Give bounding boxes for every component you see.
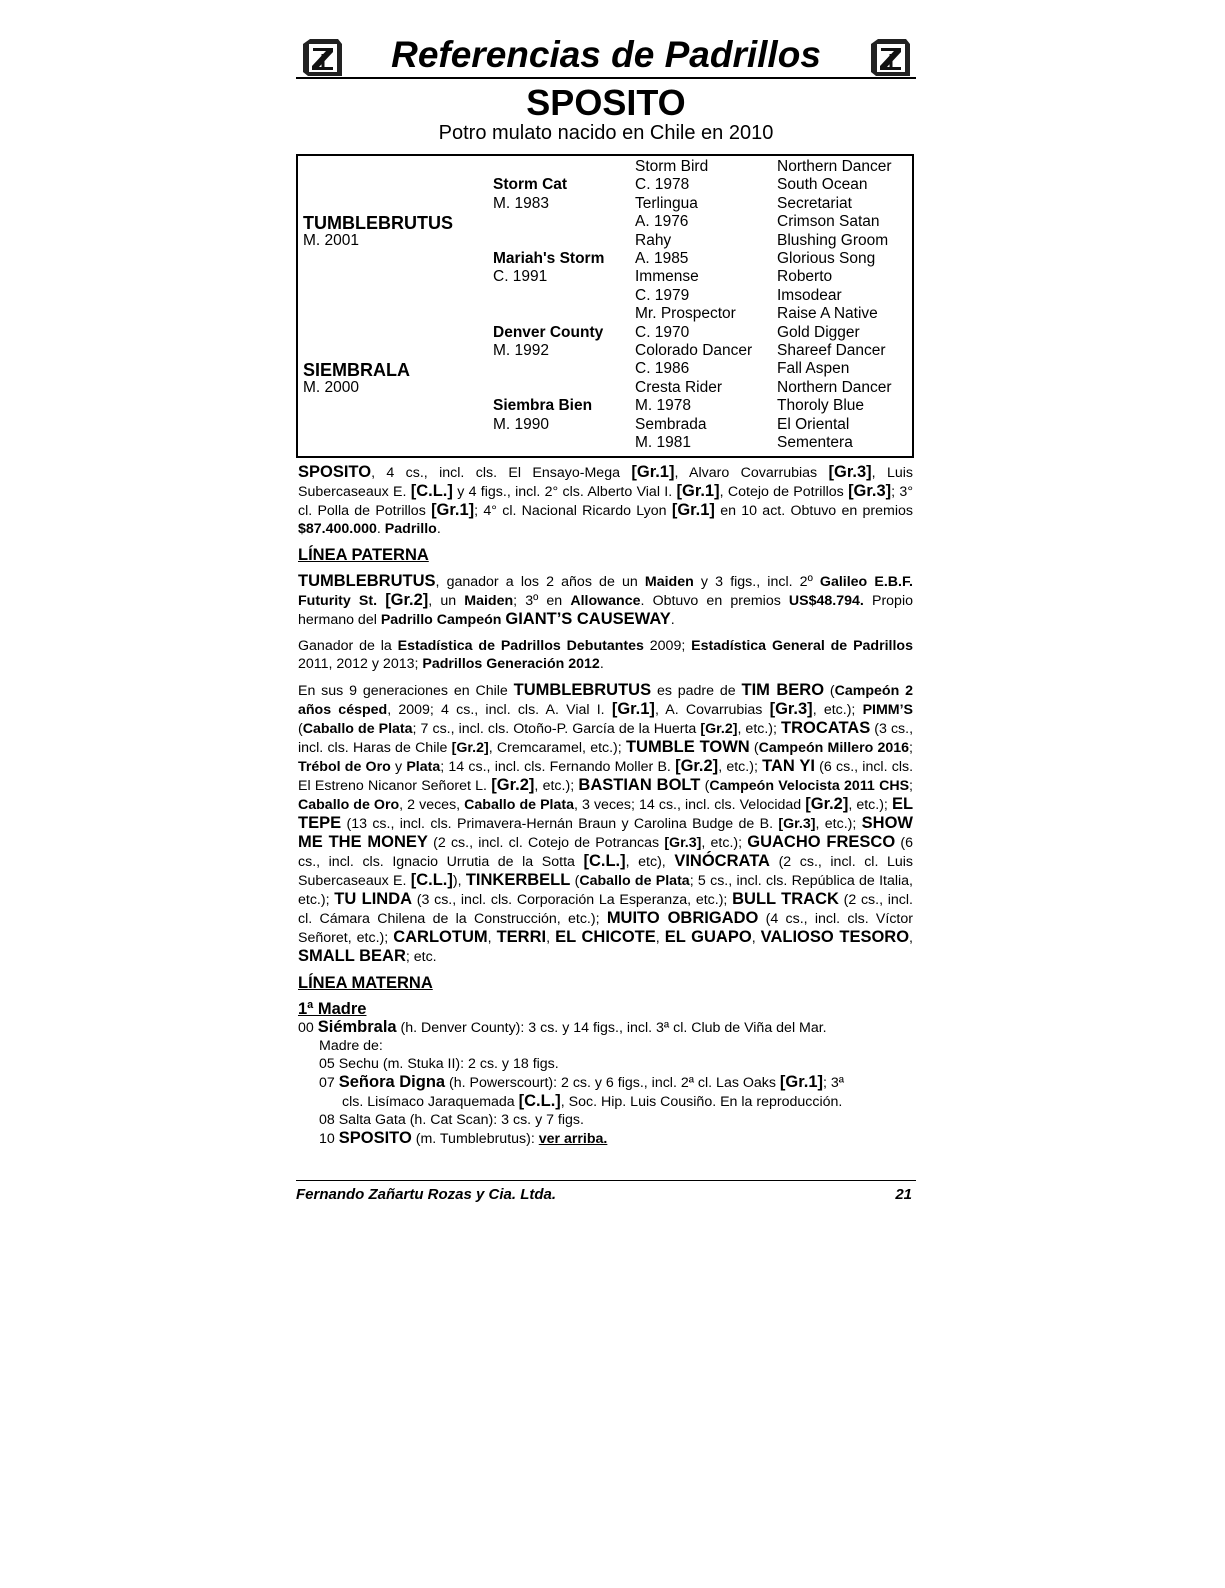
section-linea-paterna: LÍNEA PATERNA: [298, 546, 429, 564]
great-grandparent-cell: Roberto: [777, 268, 833, 286]
grandsire-cell: M. 1981: [635, 434, 692, 451]
great-grandparent-cell: Sementera: [777, 434, 853, 451]
highlight-run: Campeón 2 años césped: [298, 683, 913, 718]
produce-list: [298, 1055, 913, 1148]
highlight-run: EL CHICOTE: [555, 928, 656, 946]
grandparent-cell: M. 1990: [493, 415, 550, 433]
grandparent-cell: Siembra Bien: [493, 397, 593, 415]
great-grandparent-cell: Imsodear: [777, 286, 842, 304]
highlight-run: [Gr.2]: [451, 740, 489, 756]
parent-name: TUMBLEBRUTUS: [303, 213, 453, 234]
text-run: (13 cs., incl. cls. Primavera-Hernán Braun y Carolina Budge de B.: [341, 816, 779, 832]
text-run: (3 cs., incl. cls. Corporación La Esperanza, etc.);: [412, 892, 733, 908]
text-run: ,: [655, 930, 665, 946]
highlight-run: [Gr.3]: [664, 835, 702, 851]
highlight-run: TERRI: [496, 928, 547, 946]
text-run: (m. Tumblebrutus):: [411, 1131, 539, 1147]
dam-line: [298, 1018, 913, 1037]
text-run: ,: [487, 930, 497, 946]
grandsire-cell: C. 1979: [635, 286, 690, 304]
highlight-run: Caballo de Plata: [302, 721, 413, 737]
text-run: , 2009; 4 cs., incl. cls. A. Vial I.: [387, 702, 612, 718]
highlight-run: SHOW ME THE MONEY: [298, 814, 914, 851]
highlight-run: TIM BERO: [741, 681, 825, 699]
sire-paragraph-3: [298, 681, 913, 966]
grandsire-cell: A. 1985: [635, 250, 689, 267]
text-run: ,: [546, 930, 556, 946]
text-run: ;: [909, 778, 913, 794]
grandparent-cell: M. 1983: [493, 194, 550, 212]
text-run: ,: [751, 930, 761, 946]
text-run: Siémbrala: [317, 1018, 397, 1036]
grandparent-cell: Mariah's Storm: [493, 250, 605, 267]
text-run: (3 cs., incl. cls. Haras de Chile: [298, 721, 914, 756]
great-grandparent-cell: Fall Aspen: [777, 360, 850, 378]
text-run: 00: [298, 1020, 318, 1036]
highlight-run: EL GUAPO: [664, 928, 752, 946]
section-linea-materna: LÍNEA MATERNA: [298, 974, 433, 992]
footer: [296, 1186, 916, 1203]
text-run: (: [700, 778, 710, 794]
produce-continuation: [298, 1092, 913, 1111]
text-run: , etc.);: [534, 778, 579, 794]
great-grandparent-cell: El Oriental: [777, 415, 850, 433]
text-run: (2 cs., incl. cl. Cotejo de Potrancas: [427, 835, 665, 851]
text-run: 05 Sechu (m. Stuka II): 2 cs. y 18 figs.: [319, 1056, 559, 1072]
highlight-run: Campeón Velocista 2011 CHS: [709, 778, 910, 794]
highlight-run: BULL TRACK: [732, 890, 839, 908]
grandsire-cell: Sembrada: [635, 415, 707, 433]
highlight-run: TINKERBELL: [465, 871, 571, 889]
grandsire-cell: Colorado Dancer: [635, 342, 753, 359]
highlight-run: [Gr.2]: [700, 721, 738, 737]
text-run: ; etc.: [405, 949, 437, 965]
text-run: ;: [909, 740, 913, 756]
text-run: (4 cs., incl. cls. Víctor Señoret, etc.);: [298, 911, 913, 946]
highlight-run: PIMM’S: [862, 702, 914, 718]
text-run: ,: [909, 930, 913, 946]
great-grandparent-cell: Glorious Song: [777, 250, 876, 267]
great-grandparent-cell: South Ocean: [777, 176, 868, 194]
text-run: , etc.);: [718, 759, 763, 775]
grandparent-cell: Storm Cat: [493, 176, 568, 194]
grandsire-cell: C. 1978: [635, 176, 690, 194]
grandsire-cell: Mr. Prospector: [635, 305, 736, 323]
text-run: (h. Denver County): 3 cs. y 14 figs., incl. 3ª cl. Club de Viña del Mar.: [396, 1020, 827, 1036]
text-run: Señora Digna: [338, 1073, 446, 1091]
text-run: , Cremcaramel, etc.);: [488, 740, 626, 756]
text-run: 10: [319, 1131, 339, 1147]
highlight-run: [Gr.1]: [611, 700, 655, 718]
header-rule: [296, 77, 916, 79]
highlight-run: SMALL BEAR: [298, 947, 406, 965]
race-summary: SPOSITO, 4 cs., incl. cls. El Ensayo-Mega [Gr.1], Alvaro Covarrubias [Gr.3], Luis Subercaseaux E. [C.L.] y 4 figs., incl. 2° cls. Alberto Vial I. [Gr.1], Cotejo de Potrillos [Gr.3]; 3° cl. Polla de Potrillos [Gr.1]; 4° cl. Nacional Ricardo Lyon [Gr.1] en 10 act. Obtuvo en premios $87.400.000. Padrillo.: [298, 463, 913, 537]
highlight-run: CARLOTUM: [393, 928, 488, 946]
body-text: [298, 463, 913, 1148]
grandparent-cell: C. 1991: [493, 268, 548, 286]
grandsire-cell: C. 1970: [635, 323, 690, 341]
produce-item: [298, 1055, 913, 1073]
text-run: ; 14 cs., incl. cls. Fernando Moller B.: [440, 759, 676, 775]
text-run: , etc.);: [848, 797, 892, 813]
grandparent-cell: M. 1992: [493, 342, 550, 359]
highlight-run: TAN YI: [762, 757, 815, 775]
text-run: ; 3ª: [823, 1075, 845, 1091]
great-grandparent-cell: Secretariat: [777, 194, 852, 212]
text-run: ),: [452, 873, 466, 889]
great-grandparent-cell: Northern Dancer: [777, 378, 892, 396]
highlight-run: TU LINDA: [334, 890, 413, 908]
footer-rule: [296, 1180, 916, 1181]
great-grandparent-cell: Gold Digger: [777, 323, 860, 341]
text-run: ver arriba.: [538, 1131, 608, 1147]
text-run: (2 cs., incl. cl. Luis Subercaseaux E.: [298, 854, 914, 889]
highlight-run: BASTIAN BOLT: [578, 776, 701, 794]
text-run: [C.L.]: [518, 1092, 561, 1110]
sire-paragraph-2: Ganador de la Estadística de Padrillos Debutantes 2009; Estadística General de Padrillos 2011, 2012 y 2013; Padrillos Generación 2012.: [298, 638, 913, 672]
highlight-run: [Gr.3]: [778, 816, 816, 832]
highlight-run: Trébol de Oro: [298, 759, 391, 775]
parent-name: SIEMBRALA: [303, 360, 410, 381]
highlight-run: Plata: [406, 759, 441, 775]
text-run: (: [298, 721, 303, 737]
text-run: , Soc. Hip. Luis Cousiño. En la reproducción.: [560, 1094, 843, 1110]
highlight-run: [C.L.]: [410, 871, 453, 889]
text-run: [Gr.1]: [779, 1073, 824, 1091]
grandsire-cell: Terlingua: [635, 194, 698, 212]
grandsire-cell: Rahy: [635, 231, 672, 249]
highlight-run: TUMBLEBRUTUS: [513, 681, 652, 699]
dam-heading: 1ª Madre: [298, 1000, 367, 1018]
grandsire-cell: Storm Bird: [635, 158, 709, 175]
text-run: es padre de: [651, 683, 742, 699]
text-run: (2 cs., incl. cl. Cámara Chilena de la Construcción, etc.);: [298, 892, 913, 927]
highlight-run: GUACHO FRESCO: [747, 833, 896, 851]
highlight-run: [Gr.2]: [805, 795, 849, 813]
grandsire-cell: C. 1986: [635, 360, 690, 378]
text-run: SPOSITO: [338, 1129, 412, 1147]
great-grandparent-cell: Crimson Satan: [777, 213, 880, 231]
great-grandparent-cell: Northern Dancer: [777, 158, 892, 175]
produce-item: [298, 1111, 913, 1129]
grandparent-cell: Denver County: [493, 323, 604, 341]
text-run: , etc),: [625, 854, 675, 870]
pedigree-table: [296, 154, 914, 458]
footer-company: Fernando Zañartu Rozas y Cia. Ltda.: [296, 1186, 557, 1203]
text-run: , A. Covarrubias: [654, 702, 770, 718]
text-run: , 3 veces; 14 cs., incl. cls. Velocidad: [574, 797, 806, 813]
text-run: ; 7 cs., incl. cls. Otoño-P. García de la Huerta: [412, 721, 701, 737]
highlight-run: Campeón Millero 2016: [758, 740, 910, 756]
text-run: , etc.);: [701, 835, 748, 851]
highlight-run: EL TEPE: [298, 795, 914, 832]
great-grandparent-cell: Shareef Dancer: [777, 342, 886, 359]
text-run: (: [824, 683, 835, 699]
grandsire-cell: Immense: [635, 268, 699, 286]
text-run: y: [390, 759, 407, 775]
text-run: , etc.);: [737, 721, 782, 737]
text-run: (: [749, 740, 759, 756]
highlight-run: [Gr.2]: [491, 776, 535, 794]
highlight-run: VALIOSO TESORO: [760, 928, 910, 946]
highlight-run: [C.L.]: [583, 852, 626, 870]
text-run: 08 Salta Gata (h. Cat Scan): 3 cs. y 7 figs.: [319, 1112, 584, 1128]
highlight-run: VINÓCRATA: [674, 852, 770, 870]
text-run: (6 cs., incl. cls. El Estreno Nicanor Señoret L.: [298, 759, 914, 794]
grandsire-cell: Cresta Rider: [635, 378, 722, 396]
highlight-run: TROCATAS: [781, 719, 871, 737]
produce-item: [298, 1129, 913, 1148]
text-run: (6 cs., incl. cls. Ignacio Urrutia de la Sotta: [298, 835, 914, 870]
text-run: cls. Lisímaco Jaraquemada: [342, 1094, 519, 1110]
sire-paragraph-1: TUMBLEBRUTUS, ganador a los 2 años de un Maiden y 3 figs., incl. 2º Galileo E.B.F. Futurity St. [Gr.2], un Maiden; 3º en Allowance. Obtuvo en premios US$48.794. Propio hermano del Padrillo Campeón GIANT’S CAUSEWAY.: [298, 572, 913, 628]
page-number: 21: [895, 1186, 912, 1203]
parent-birth: M. 2001: [303, 232, 360, 250]
great-grandparent-cell: Thoroly Blue: [777, 397, 865, 415]
parent-birth: M. 2000: [303, 379, 360, 397]
text-run: , etc.);: [812, 702, 863, 718]
highlight-run: MUITO OBRIGADO: [606, 909, 759, 927]
great-grandparent-cell: Raise A Native: [777, 305, 878, 323]
text-run: , 2 veces,: [399, 797, 465, 813]
grandsire-cell: A. 1976: [635, 213, 689, 231]
horse-subtitle: Potro mulato nacido en Chile en 2010: [438, 122, 774, 144]
text-run: , etc.);: [815, 816, 862, 832]
highlight-run: Caballo de Oro: [298, 797, 400, 813]
horse-name: SPOSITO: [526, 82, 686, 123]
highlight-run: TUMBLE TOWN: [625, 738, 750, 756]
highlight-run: [Gr.2]: [675, 757, 719, 775]
highlight-run: Caballo de Plata: [579, 873, 690, 889]
header-title: Referencias de Padrillos: [391, 34, 821, 75]
highlight-run: Caballo de Plata: [464, 797, 575, 813]
text-run: En sus 9 generaciones en Chile: [298, 683, 514, 699]
text-run: (h. Powerscourt): 2 cs. y 6 figs., incl. 2ª cl. Las Oaks: [445, 1075, 780, 1091]
text-run: (: [570, 873, 580, 889]
grandsire-cell: M. 1978: [635, 397, 692, 415]
produce-item: [298, 1073, 913, 1092]
madre-de-label: Madre de:: [319, 1038, 383, 1054]
text-run: 07: [319, 1075, 339, 1091]
great-grandparent-cell: Blushing Groom: [777, 231, 889, 249]
text-run: ; 5 cs., incl. cls. República de Italia, etc.);: [298, 873, 913, 908]
highlight-run: [Gr.3]: [769, 700, 813, 718]
